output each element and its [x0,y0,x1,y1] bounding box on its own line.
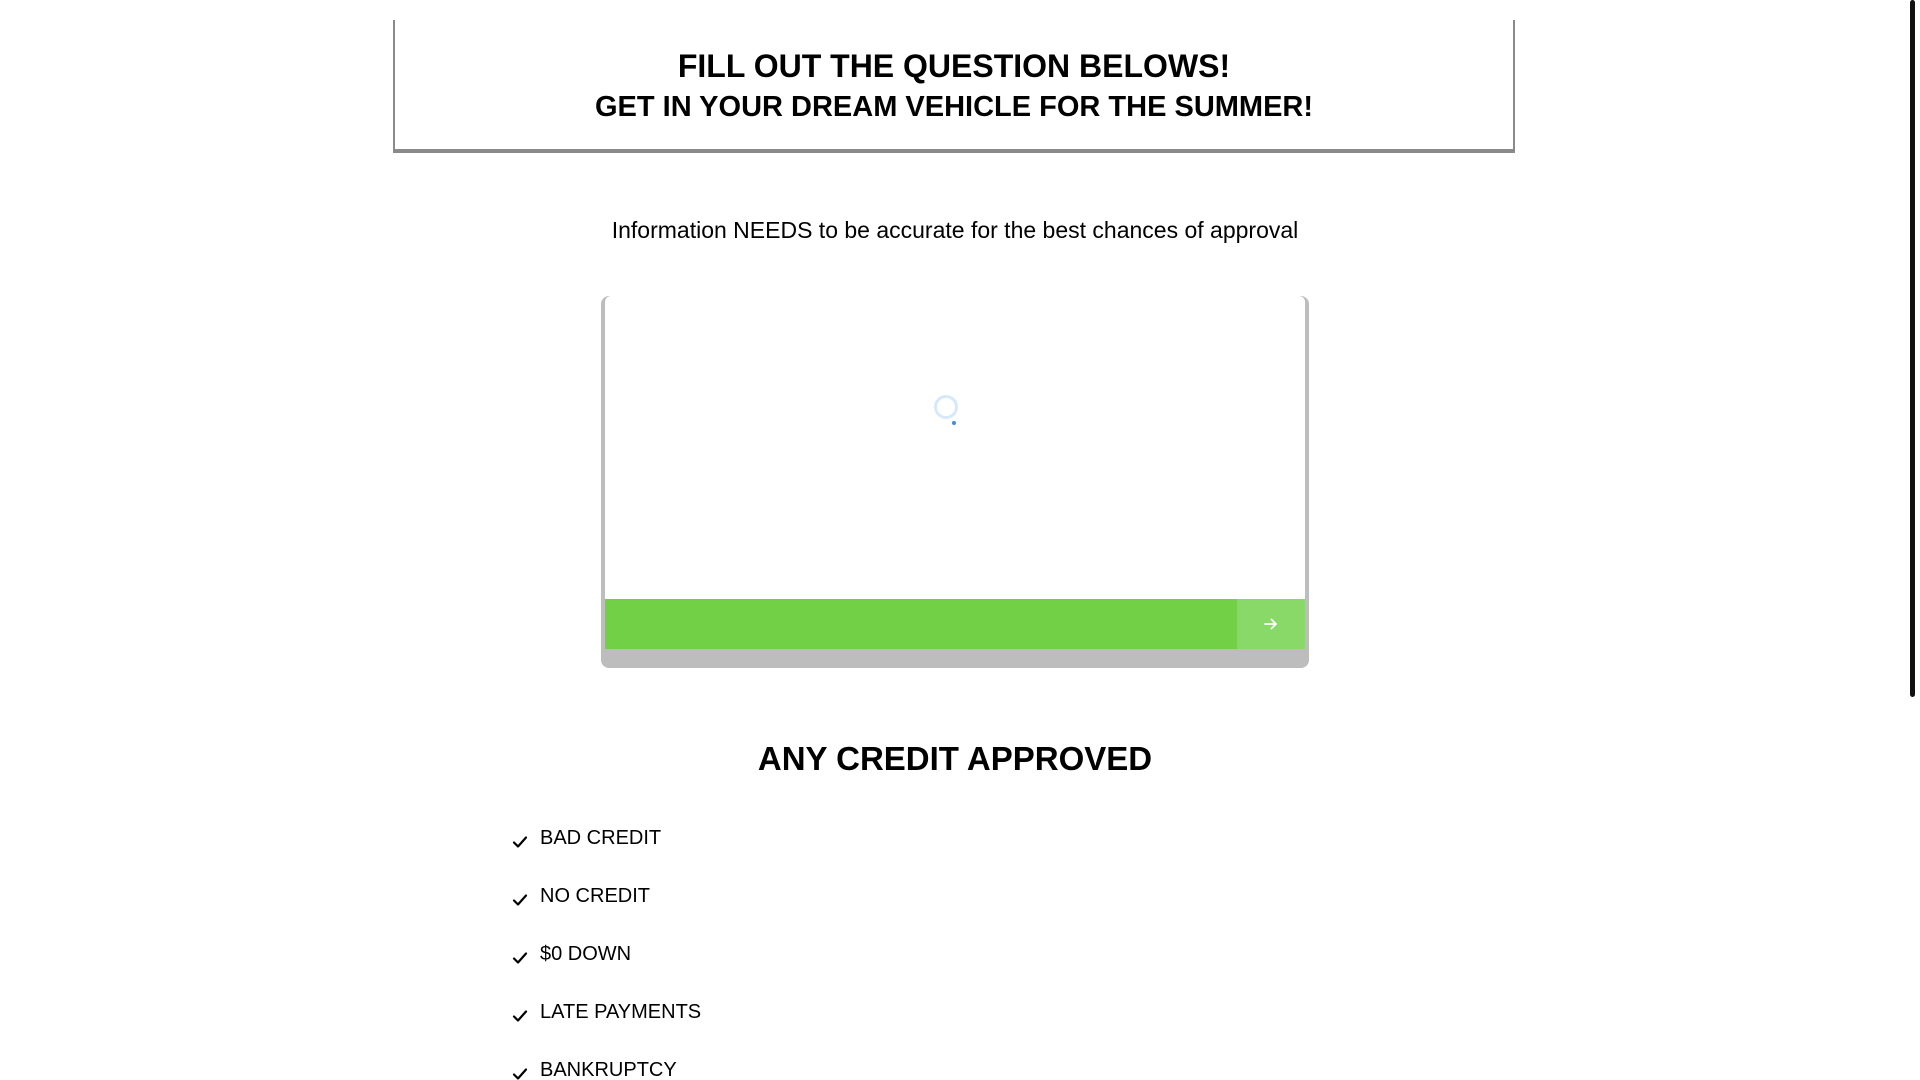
check-icon [512,833,528,849]
credit-item-label: $0 DOWN [540,943,632,965]
list-item [512,928,701,986]
credit-item-label: BANKRUPTCY [540,1059,677,1080]
spinner-dot [952,421,956,425]
list-item [512,986,701,1044]
header-banner [393,20,1515,153]
header-title: FILL OUT THE QUESTION BELOWS! [677,48,1231,84]
credit-section-title: ANY CREDIT APPROVED [757,740,1153,777]
loading-spinner-icon [934,395,958,419]
arrow-right-icon [1264,618,1278,630]
credit-item-label: LATE PAYMENTS [540,1001,702,1023]
credit-item-label: NO CREDIT [540,885,650,907]
list-item [512,812,701,870]
check-icon [512,1007,528,1023]
header-subtitle: GET IN YOUR DREAM VEHICLE FOR THE SUMMER! [594,91,1314,123]
credit-item-label: BAD CREDIT [540,827,662,849]
form-content-area [605,296,1305,608]
list-item [512,1044,701,1080]
list-item [512,870,701,928]
next-button[interactable] [1237,599,1305,649]
form-card [601,296,1309,668]
credit-list [512,812,701,1080]
check-icon [512,949,528,965]
check-icon [512,891,528,907]
scrollbar-thumb[interactable] [1910,0,1915,697]
scrollbar[interactable] [1906,0,1920,1080]
info-text: Information NEEDS to be accurate for the best chances of approval [611,217,1299,243]
check-icon [512,1065,528,1080]
form-footer-bar [605,599,1305,649]
